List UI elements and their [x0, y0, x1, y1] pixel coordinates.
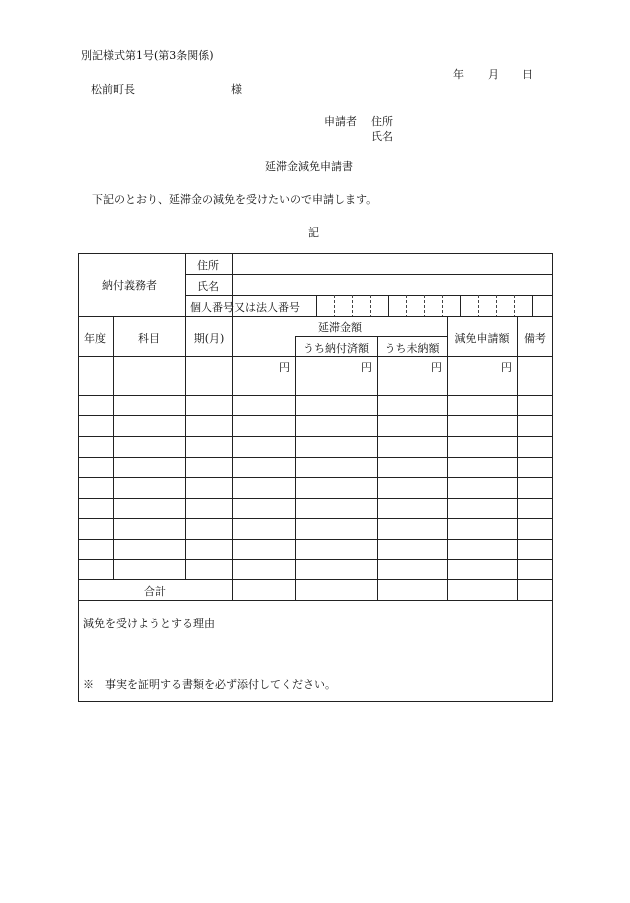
- applicant-name-label: 氏名: [371, 130, 393, 143]
- reason-label: 減免を受けようとする理由: [83, 617, 215, 630]
- obligor-address-label: 住所: [197, 259, 219, 272]
- applicant-label: 申請者: [324, 115, 357, 128]
- id-number-label: 個人番号又は法人番号: [190, 301, 300, 314]
- obligor-name-label: 氏名: [197, 280, 219, 293]
- col-unpaid-header: うち未納額: [384, 342, 440, 355]
- intro-text: 下記のとおり、延滞金の減免を受けたいので申請します。: [92, 193, 378, 206]
- col-paid-header: うち納付済額: [303, 342, 369, 355]
- form-number: 別記様式第1号(第3条関係): [81, 49, 214, 62]
- col-reduction-header: 減免申請額: [454, 332, 510, 345]
- document-title: 延滞金減免申請書: [265, 160, 353, 173]
- applicant-address-label: 住所: [371, 115, 393, 128]
- yen-unit-reduction: 円: [501, 361, 512, 374]
- obligor-address-field[interactable]: [233, 254, 552, 274]
- yen-unit-paid: 円: [361, 361, 372, 374]
- yen-unit-late-fee: 円: [279, 361, 290, 374]
- total-label: 合計: [144, 585, 166, 598]
- attachment-note: ※ 事実を証明する書類を必ず添付してください。: [83, 678, 336, 691]
- id-number-boxes[interactable]: [317, 296, 552, 316]
- date-day-label: 日: [522, 68, 533, 81]
- col-remarks-header: 備考: [524, 332, 546, 345]
- date-month-label: 月: [488, 68, 499, 81]
- ki-label: 記: [308, 226, 319, 239]
- table-grid-lines: [78, 253, 553, 702]
- date-year-label: 年: [453, 68, 464, 81]
- addressee: 松前町長: [91, 83, 135, 96]
- obligor-label: 納付義務者: [102, 279, 157, 292]
- obligor-name-field[interactable]: [233, 275, 552, 295]
- yen-unit-unpaid: 円: [431, 361, 442, 374]
- col-year-header: 年度: [84, 332, 106, 345]
- col-item-header: 科目: [138, 332, 160, 345]
- application-table: [78, 253, 553, 702]
- col-period-header: 期(月): [193, 332, 225, 345]
- honorific: 様: [231, 83, 242, 96]
- col-late-fee-header: 延滞金額: [318, 321, 362, 334]
